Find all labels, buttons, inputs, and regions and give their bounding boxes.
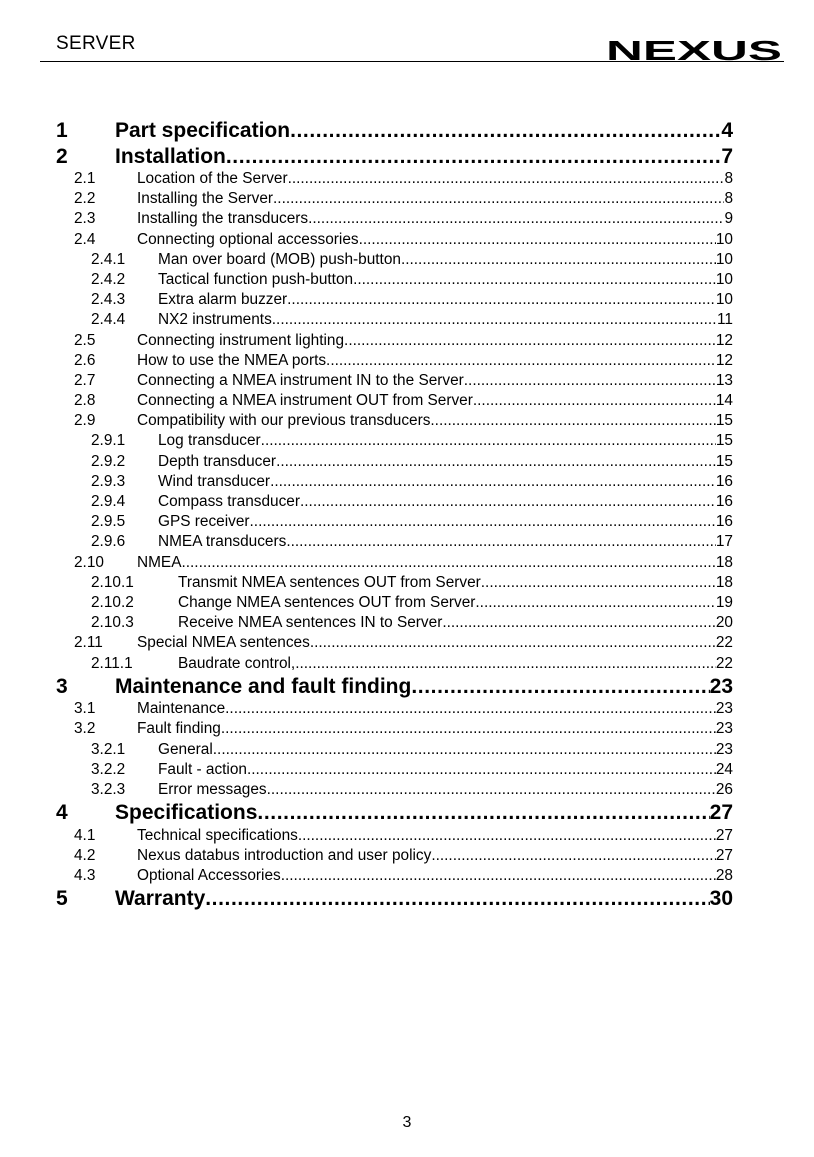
toc-entry-title: Receive NMEA sentences IN to Server	[178, 614, 443, 632]
toc-entry-number: 2.4.3	[91, 291, 126, 309]
toc-entry-title: Part specification	[115, 119, 291, 142]
toc-entry-number: 2.5	[74, 331, 96, 349]
toc-dot-leader	[281, 867, 716, 885]
toc-entry-page: 17	[715, 533, 733, 551]
toc-entry[interactable]	[0, 311, 733, 331]
toc-entry-number: 2.10.2	[91, 593, 134, 611]
toc-dot-leader	[250, 513, 716, 531]
toc-entry-number: 2.10.1	[91, 573, 134, 591]
toc-entry-number: 2.1	[74, 170, 96, 187]
toc-entry-page: 15	[715, 412, 733, 430]
toc-dot-leader	[298, 827, 716, 845]
toc-entry[interactable]	[0, 741, 733, 761]
toc-dot-leader	[247, 761, 716, 779]
toc-entry-title: NX2 instruments	[158, 311, 272, 329]
toc-entry[interactable]	[0, 473, 733, 493]
toc-entry[interactable]	[0, 372, 733, 392]
toc-entry[interactable]	[0, 700, 733, 720]
toc-dot-leader	[473, 392, 716, 410]
toc-dot-leader	[225, 700, 716, 718]
toc-dot-leader	[273, 190, 724, 208]
toc-entry[interactable]	[0, 675, 733, 701]
toc-dot-leader	[353, 271, 716, 289]
toc-entry-number: 2.8	[74, 392, 96, 410]
toc-entry-title: Connecting optional accessories	[137, 230, 359, 248]
toc-entry-number: 2.9.2	[91, 452, 126, 470]
toc-dot-leader	[267, 781, 716, 799]
toc-dot-leader	[401, 251, 716, 269]
toc-entry-page: 19	[715, 593, 733, 611]
toc-entry-title: Connecting a NMEA instrument OUT from Server	[137, 392, 473, 410]
toc-dot-leader	[344, 332, 716, 350]
toc-entry-title: GPS receiver	[158, 513, 250, 531]
toc-entry-number: 2.3	[74, 210, 96, 228]
toc-entry[interactable]	[0, 170, 733, 190]
toc-entry-page: 23	[715, 740, 733, 758]
toc-dot-leader	[326, 352, 716, 370]
toc-dot-leader	[276, 453, 716, 471]
toc-entry-number: 3.2.3	[91, 780, 126, 798]
toc-entry-number: 2.9.5	[91, 513, 126, 531]
toc-dot-leader	[270, 473, 716, 491]
toc-entry-title: Nexus databus introduction and user policy	[137, 846, 432, 864]
toc-entry[interactable]	[0, 554, 733, 574]
toc-entry-number: 2.9.1	[91, 432, 126, 450]
svg-text:NEXUS: NEXUS	[606, 36, 782, 62]
toc-entry-title: Compass transducer	[158, 493, 300, 510]
toc-entry-number: 4	[56, 801, 68, 825]
toc-entry-number: 3.2	[74, 720, 96, 738]
toc-entry-title: Baudrate control,	[178, 654, 296, 672]
toc-entry-page: 15	[715, 452, 733, 470]
toc-entry-number: 4.1	[74, 826, 96, 844]
toc-entry-title: Installation	[115, 144, 226, 168]
table-of-contents	[0, 119, 814, 913]
toc-entry-title: Installing the Server	[137, 190, 274, 208]
toc-entry-title: Log transducer	[158, 432, 261, 450]
toc-entry-page: 16	[715, 472, 733, 490]
toc-entry-page: 7	[721, 144, 733, 168]
toc-entry[interactable]	[0, 251, 733, 271]
toc-entry[interactable]	[0, 210, 733, 230]
toc-entry-title: Maintenance	[137, 700, 226, 718]
toc-dot-leader	[464, 372, 716, 390]
toc-dot-leader	[272, 311, 717, 329]
toc-entry[interactable]	[0, 352, 733, 372]
toc-entry-number: 1	[56, 119, 68, 142]
toc-entry-number: 2.4	[74, 230, 96, 248]
toc-entry-number: 2.9.3	[91, 472, 126, 490]
toc-entry-number: 2.4.1	[91, 250, 126, 268]
toc-dot-leader	[181, 554, 715, 572]
toc-entry-number: 3.2.2	[91, 760, 126, 778]
toc-entry-title: Tactical function push-button	[158, 270, 354, 288]
toc-entry[interactable]	[0, 332, 733, 352]
toc-entry-title: Technical specifications	[137, 826, 298, 844]
toc-entry-page: 16	[715, 493, 733, 510]
toc-entry-title: Wind transducer	[158, 472, 271, 490]
toc-entry[interactable]	[0, 574, 733, 594]
toc-entry-title: NMEA transducers	[158, 533, 287, 551]
toc-entry-number: 3.2.1	[91, 740, 126, 758]
toc-entry-number: 2.4.4	[91, 311, 126, 329]
toc-entry-page: 20	[715, 614, 733, 632]
toc-entry-page: 27	[715, 826, 733, 844]
toc-entry[interactable]	[0, 781, 733, 801]
toc-entry[interactable]	[0, 412, 733, 432]
toc-entry-page: 8	[724, 170, 733, 187]
toc-entry[interactable]	[0, 432, 733, 452]
toc-entry-number: 4.2	[74, 846, 96, 864]
toc-entry[interactable]	[0, 634, 733, 654]
toc-entry[interactable]	[0, 119, 733, 145]
toc-entry[interactable]	[0, 867, 733, 887]
toc-entry-title: Maintenance and fault finding	[115, 674, 412, 698]
toc-entry-page: 28	[715, 867, 733, 884]
page-number: 3	[402, 1114, 412, 1131]
toc-entry-page: 11	[717, 311, 733, 329]
toc-entry-number: 3	[56, 674, 68, 698]
toc-entry-page: 23	[715, 720, 733, 738]
toc-entry-title: Compatibility with our previous transducers	[137, 412, 431, 430]
toc-entry[interactable]	[0, 827, 733, 847]
toc-entry[interactable]	[0, 533, 733, 553]
toc-entry-title: Installing the transducers	[137, 210, 309, 228]
toc-entry-page: 15	[715, 432, 733, 450]
toc-entry-page: 24	[715, 760, 733, 778]
toc-entry-title: Location of the Server	[137, 170, 288, 187]
toc-entry-page: 22	[715, 654, 733, 672]
toc-entry-page: 12	[715, 351, 733, 369]
toc-dot-leader	[308, 210, 724, 228]
toc-dot-leader	[221, 720, 716, 738]
toc-entry[interactable]	[0, 801, 733, 827]
toc-dot-leader	[261, 432, 716, 450]
document-title: SERVER	[56, 33, 136, 54]
toc-dot-leader	[411, 675, 709, 699]
toc-entry[interactable]	[0, 392, 733, 412]
toc-entry-title: Warranty	[115, 887, 206, 911]
toc-entry-title: Extra alarm buzzer	[158, 291, 288, 309]
toc-entry-number: 2.2	[74, 190, 96, 208]
toc-dot-leader	[300, 493, 716, 511]
header-rule	[40, 61, 784, 62]
toc-dot-leader	[430, 412, 715, 430]
toc-entry-number: 3.1	[74, 700, 96, 718]
toc-dot-leader	[257, 801, 709, 825]
toc-entry-number: 2.6	[74, 351, 96, 369]
toc-entry[interactable]	[0, 453, 733, 473]
toc-dot-leader	[481, 574, 716, 592]
toc-entry-page: 8	[724, 190, 733, 208]
toc-entry-number: 4.3	[74, 867, 96, 884]
toc-dot-leader	[286, 533, 716, 551]
toc-entry-number: 2.10.3	[91, 614, 134, 632]
toc-entry-page: 23	[709, 674, 733, 698]
toc-entry-page: 27	[715, 846, 733, 864]
toc-entry-title: Fault finding	[137, 720, 221, 738]
toc-entry-title: Connecting a NMEA instrument IN to the Server	[137, 371, 464, 389]
toc-dot-leader	[310, 634, 716, 652]
toc-dot-leader	[288, 170, 725, 188]
toc-entry-number: 2.11	[74, 634, 103, 652]
toc-entry-title: How to use the NMEA ports	[137, 351, 327, 369]
toc-entry[interactable]	[0, 887, 733, 913]
toc-entry-page: 9	[724, 210, 733, 228]
toc-entry-page: 22	[715, 634, 733, 652]
toc-entry[interactable]	[0, 271, 733, 291]
toc-entry-title: Change NMEA sentences OUT from Server	[178, 593, 476, 611]
toc-entry[interactable]	[0, 720, 733, 740]
toc-entry-number: 2.4.2	[91, 270, 126, 288]
toc-entry-page: 30	[709, 887, 733, 911]
toc-entry-page: 13	[715, 371, 733, 389]
toc-entry-title: General	[158, 740, 213, 758]
toc-entry-number: 2.10	[74, 553, 104, 571]
toc-entry-title: Connecting instrument lighting	[137, 331, 345, 349]
toc-entry-page: 18	[715, 573, 733, 591]
toc-entry-number: 2.9.6	[91, 533, 126, 551]
toc-entry-title: NMEA	[137, 553, 182, 571]
toc-entry-number: 2.9	[74, 412, 96, 430]
toc-entry-title: Transmit NMEA sentences OUT from Server	[178, 573, 481, 591]
nexus-logo	[604, 36, 784, 62]
toc-dot-leader	[226, 145, 721, 169]
toc-dot-leader	[359, 231, 716, 249]
toc-entry[interactable]	[0, 614, 733, 634]
toc-entry-page: 27	[709, 801, 733, 825]
toc-entry-title: Depth transducer	[158, 452, 277, 470]
toc-entry-number: 2.9.4	[91, 493, 126, 510]
toc-dot-leader	[475, 594, 715, 612]
toc-entry-page: 4	[721, 119, 733, 142]
toc-entry[interactable]	[0, 190, 733, 210]
toc-entry-title: Special NMEA sentences	[137, 634, 310, 652]
toc-dot-leader	[205, 887, 709, 911]
toc-entry[interactable]	[0, 513, 733, 533]
toc-entry[interactable]	[0, 847, 733, 867]
toc-entry-page: 12	[715, 331, 733, 349]
toc-dot-leader	[295, 655, 716, 673]
toc-entry[interactable]	[0, 145, 733, 171]
toc-entry-page: 10	[715, 230, 733, 248]
toc-entry[interactable]	[0, 493, 733, 513]
toc-entry-number: 2.11.1	[91, 654, 133, 672]
toc-entry-number: 5	[56, 887, 68, 911]
toc-entry-title: Fault - action	[158, 760, 247, 778]
toc-dot-leader	[213, 741, 716, 759]
toc-entry-number: 2.7	[74, 371, 96, 389]
toc-entry-title: Optional Accessories	[137, 867, 281, 884]
toc-entry[interactable]	[0, 655, 733, 675]
toc-dot-leader	[290, 119, 721, 143]
toc-entry-page: 26	[715, 780, 733, 798]
toc-entry-page: 16	[715, 513, 733, 531]
toc-entry-page: 10	[715, 250, 733, 268]
toc-entry-page: 10	[715, 270, 733, 288]
toc-entry-page: 18	[715, 553, 733, 571]
toc-dot-leader	[442, 614, 716, 632]
toc-entry-title: Man over board (MOB) push-button	[158, 250, 401, 268]
toc-entry-number: 2	[56, 144, 68, 168]
toc-entry-page: 14	[715, 392, 733, 410]
toc-entry[interactable]	[0, 291, 733, 311]
toc-entry[interactable]	[0, 761, 733, 781]
toc-entry-page: 23	[715, 700, 733, 718]
toc-entry-title: Specifications	[115, 801, 258, 825]
toc-entry[interactable]	[0, 231, 733, 251]
toc-entry-title: Error messages	[158, 780, 267, 798]
toc-dot-leader	[287, 291, 716, 309]
toc-entry-page: 10	[715, 291, 733, 309]
toc-dot-leader	[431, 847, 716, 865]
toc-entry[interactable]	[0, 594, 733, 614]
